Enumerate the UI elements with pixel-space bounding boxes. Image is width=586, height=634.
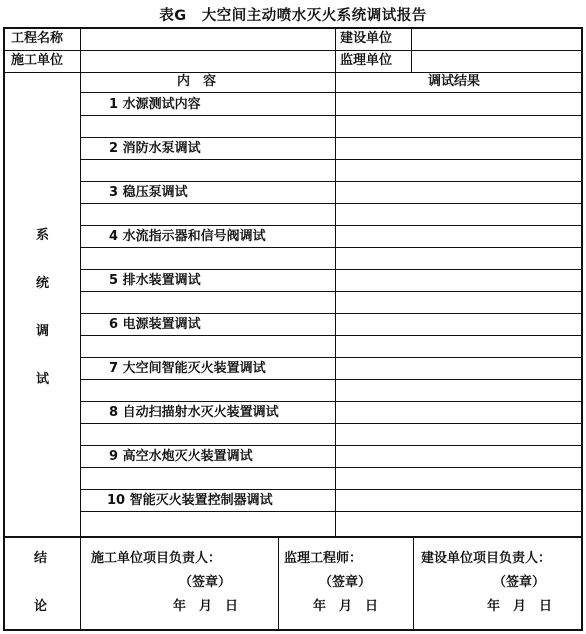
report-title: 表G 大空间主动喷水灭火系统调试报告: [159, 8, 427, 24]
test-item-label: 3 稳压泵调试: [109, 185, 188, 200]
table-border-right: [581, 27, 583, 631]
test-result-field[interactable]: [341, 185, 575, 201]
project-name-label: 工程名称: [11, 31, 64, 46]
test-result-field[interactable]: [341, 493, 575, 509]
rule-body-end: [3, 536, 583, 538]
rule-vert-foot-1: [80, 537, 81, 630]
rule-row: [81, 511, 581, 512]
construction-unit-label: 施工单位: [11, 53, 64, 68]
rule-row: [81, 115, 581, 116]
test-item-label: 4 水流指示器和信号阀调试: [109, 229, 266, 244]
report-table: [3, 27, 583, 631]
rule-header-1: [3, 50, 583, 51]
test-item-label: 7 大空间智能灭火装置调试: [109, 361, 266, 376]
rule-row: [81, 137, 581, 138]
contractor-signer-role: 施工单位项目负责人：: [91, 551, 222, 566]
rule-row: [81, 467, 581, 468]
rule-row: [81, 335, 581, 336]
test-result-field[interactable]: [341, 317, 575, 333]
rule-row: [81, 401, 581, 402]
rule-vert-foot-3: [413, 537, 414, 630]
supervision-unit-field[interactable]: [416, 53, 576, 69]
construction-unit-field[interactable]: [85, 53, 331, 69]
column-header-content: 内 容: [177, 74, 217, 89]
owner-seal[interactable]: （签章）: [493, 575, 546, 590]
column-header-result: 调试结果: [428, 74, 481, 89]
rule-row: [81, 445, 581, 446]
rule-vert-foot-2: [278, 537, 279, 630]
test-result-field[interactable]: [341, 361, 575, 377]
rule-row: [81, 423, 581, 424]
owner-signer-role: 建设单位项目负责人：: [421, 551, 552, 566]
owner-date[interactable]: 年 月 日: [487, 599, 553, 614]
supervisor-date[interactable]: 年 月 日: [313, 599, 379, 614]
table-border-top: [3, 27, 583, 29]
section-label-char: 系: [36, 228, 50, 243]
owner-unit-field[interactable]: [416, 31, 576, 47]
test-item-label: 9 高空水炮灭火装置调试: [109, 449, 253, 464]
test-result-field[interactable]: [341, 97, 575, 113]
supervisor-signer-role: 监理工程师：: [284, 551, 363, 566]
conclusion-label-char: 论: [34, 599, 48, 614]
test-item-label: 8 自动扫描射水灭火装置调试: [109, 405, 279, 420]
section-label-char: 试: [36, 372, 50, 387]
rule-row: [81, 357, 581, 358]
rule-row: [81, 203, 581, 204]
contractor-date[interactable]: 年 月 日: [173, 599, 239, 614]
rule-vert-header-mid: [335, 27, 336, 73]
test-result-field[interactable]: [341, 449, 575, 465]
test-item-label: 1 水源测试内容: [109, 97, 201, 112]
project-name-field[interactable]: [85, 31, 331, 47]
test-result-field[interactable]: [341, 229, 575, 245]
rule-header-2: [3, 72, 583, 73]
owner-unit-label: 建设单位: [340, 31, 393, 46]
test-result-field[interactable]: [341, 141, 575, 157]
section-label-char: 调: [36, 324, 50, 339]
test-result-field[interactable]: [341, 405, 575, 421]
rule-row: [81, 291, 581, 292]
contractor-seal[interactable]: （签章）: [179, 575, 232, 590]
test-result-field[interactable]: [341, 273, 575, 289]
table-border-bottom: [3, 629, 583, 631]
test-item-label: 6 电源装置调试: [109, 317, 201, 332]
rule-row: [81, 247, 581, 248]
rule-column-head: [81, 92, 583, 93]
rule-row: [81, 181, 581, 182]
conclusion-label-char: 结: [34, 551, 48, 566]
rule-vert-header-right: [411, 27, 412, 73]
supervisor-seal[interactable]: （签章）: [319, 575, 372, 590]
rule-row: [81, 225, 581, 226]
rule-row: [81, 489, 581, 490]
rule-row: [81, 379, 581, 380]
rule-row: [81, 269, 581, 270]
test-item-label: 5 排水装置调试: [109, 273, 201, 288]
supervision-unit-label: 监理单位: [340, 53, 393, 68]
section-label-char: 统: [36, 276, 50, 291]
table-border-left: [3, 27, 5, 631]
test-item-label: 2 消防水泵调试: [109, 141, 201, 156]
test-item-label: 10 智能灭火装置控制器调试: [107, 493, 273, 508]
rule-row: [81, 313, 581, 314]
rule-vert-header-left: [80, 27, 81, 73]
rule-row: [81, 159, 581, 160]
